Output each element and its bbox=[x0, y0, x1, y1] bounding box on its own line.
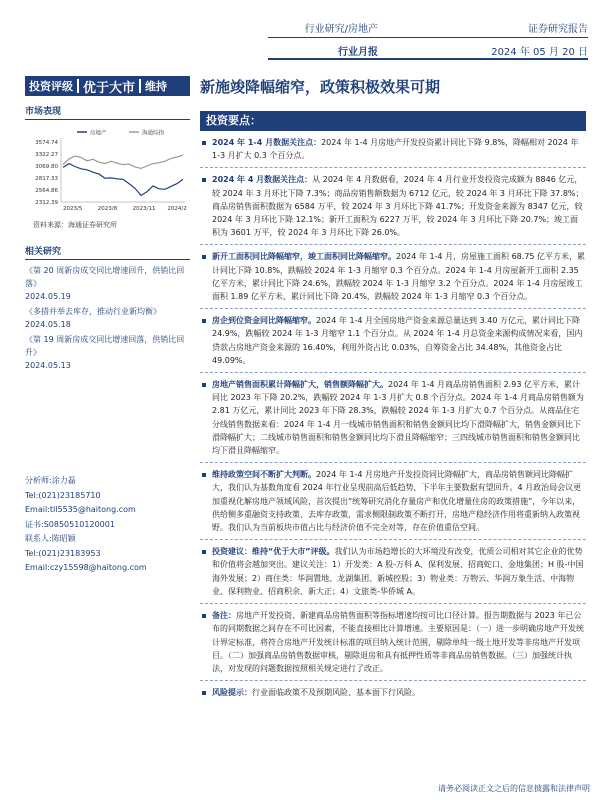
header-rule-bottom bbox=[268, 58, 588, 60]
key-point-body: 2024 年 1-4 月房地产开发投资累计同比下降 9.8%，降幅相对 2024 年 1-3 月扩大 0.3 个百分点。 bbox=[212, 138, 579, 161]
x-tick-label: 2023/8 bbox=[97, 206, 118, 212]
key-point-body: 行业面临政策不及预期风险、基本面下行风险。 bbox=[252, 688, 420, 698]
key-point-item bbox=[200, 244, 586, 308]
market-chart-svg bbox=[25, 124, 190, 214]
key-point-body: 从 2024 年 4 月数据看，2024 年 4 月行业开发投资完成额为 8846 亿元，较 2024 年 3 月环比下降 7.3%；商品房销售额数据为 6712 亿元，较 2024 年 3 月环比下降 37.8%；商品房销售面积数据为 6584 万平，较 2024 年 3 月环比下降 41.7%；开发资金来源为 8347 亿元，较 2024 年 3 月环比下降 12.1%；新开工面积为 6227 万平，较 2024 年 3 月环比下降 20.7%；竣工面积为 3601 万平，较 2024 年 3 月环比下降 26.0%。 bbox=[212, 175, 584, 238]
legend-label: 房地产 bbox=[90, 130, 107, 137]
key-point-item bbox=[200, 539, 586, 603]
key-points-title: 投资要点： bbox=[200, 111, 586, 131]
key-point-item bbox=[200, 131, 586, 167]
key-point-item bbox=[200, 603, 586, 680]
rating-bar bbox=[25, 76, 190, 96]
key-point-head: 备注： bbox=[212, 611, 236, 621]
header-rule-top bbox=[268, 37, 588, 38]
related-item-date: 2024.05.18 bbox=[25, 320, 71, 329]
chart-source: 资料来源：海通证券研究所 bbox=[33, 221, 117, 229]
key-point-body: 2024 年 1-4 月商品房销售面积 2.93 亿平方米，累计同比 2023 年下降 20.2%，跌幅较 2024 年 1-3 月扩大 0.8 个百分点。2024 年 1-4 月商品房销售额为 2.81 万亿元，累计同比 2023 年下降 28.3%，跌幅较 2024 年 1-3 月扩大 0.7 个百分点。从商品住宅分线销售数据来看：2024 年 1-4 月一线城市销售面积和销售金额同比均下滑降幅扩大，销售金额同比下滑降幅扩大；二线城市销售面积和销售金额同比均下滑且降幅缩窄；三四线城市销售面积和销售金额同比均下滑且降幅缩窄。 bbox=[212, 380, 584, 456]
key-point-head: 房地产销售面积累计降幅扩大，销售额降幅扩大。 bbox=[212, 380, 388, 390]
key-point-item bbox=[200, 680, 586, 704]
x-tick-label: 2023/5 bbox=[63, 206, 83, 212]
key-point-body: 2024 年 1-4 月，房屋施工面积 68.75 亿平方米，累计同比下降 10.8%，跌幅较 2024 年 1-3 月缩窄 0.3 个百分点。2024 年 1-4 月房屋新开工面积 2.35 亿平方米，累计同比下降 24.6%，跌幅较 2024 年 1-3 月缩窄 3.2 个百分点。2024 年 1-4 月房屋竣工面积 1.89 亿平方米，累计同比下降 20.4%，跌幅较 2024 年 1-3 月缩窄 0.3 个百分点。 bbox=[212, 252, 586, 302]
left-sidebar bbox=[25, 104, 190, 374]
key-point-head: 房企到位资金同比降幅缩窄。 bbox=[212, 316, 316, 326]
contact-name: 联系人:陈昭颖 bbox=[25, 534, 76, 543]
related-item-date: 2024.05.13 bbox=[25, 361, 71, 370]
key-point-head: 2024 年 4 月数据关注点： bbox=[212, 175, 313, 185]
main-content bbox=[200, 111, 586, 704]
related-item-date: 2024.05.19 bbox=[25, 292, 71, 301]
key-point-head: 风险提示： bbox=[212, 688, 252, 698]
related-list bbox=[25, 264, 190, 372]
contact-email[interactable]: Email:czy15598@haitong.com bbox=[25, 563, 147, 572]
key-point-item bbox=[200, 372, 586, 462]
market-chart bbox=[25, 124, 190, 214]
analyst-tel: Tel:(021)23185710 bbox=[25, 490, 101, 500]
key-point-head: 2024 年 1-4 月数据关注点： bbox=[212, 138, 322, 147]
header-center bbox=[268, 20, 378, 58]
x-tick-label: 2024/2 bbox=[167, 206, 187, 212]
header-date: 2024 年 05 月 20 日 bbox=[491, 47, 588, 58]
related-item-title[interactable]: 《第 20 周新房成交同比增速回升，供销比回落》 bbox=[25, 266, 185, 288]
y-tick-label: 3574.74 bbox=[35, 140, 58, 146]
key-points-list bbox=[200, 131, 586, 704]
report-header bbox=[0, 0, 600, 66]
y-tick-label: 2817.33 bbox=[35, 176, 58, 182]
related-section-title: 相关研究 bbox=[25, 244, 190, 260]
legend-label: 海通综指 bbox=[142, 130, 165, 137]
rating-value: 优于大市 bbox=[83, 80, 136, 96]
x-tick-label: 2023/11 bbox=[132, 206, 156, 212]
key-point-body: 我们认为市场趋增长的大环境没有改变，优质公司相对其它企业的优势和价值将会越加突出。建议关注：1）开发类：A 股-万科 A、保利发展、招商蛇口、金地集团；H 股-中国海外发展；2）商住类：华润置地、龙湖集团、新城控股；3）物业类：万物云、华润万象生活、中海物业、保利物业、招商积余、新大正；4）文旅类-华侨城 A。 bbox=[212, 547, 584, 596]
key-point-body: 房地产开发投资、新建商品房销售面积等指标增速均按可比口径计算。报告期数据与 2023 年已公布的同期数据之间存在不可比因素，不能直接相比计算增速。主要原因是：（一）进一步明确房地产开发统计界定标准，将符合房地产开发统计标准的项目纳入统计范围，剔除单纯一级土地开发等非房地产开发项目。（二）加强商品房销售数据审核，剔除退房和具有抵押性质等非商品房销售数据。（三）加强统计执法，对发现的问题数据按照相关规定进行了改正。 bbox=[212, 611, 584, 673]
related-item-title[interactable]: 《多措并举去库存，推动行业新均衡》 bbox=[25, 307, 161, 316]
key-point-item bbox=[200, 462, 586, 539]
analyst-license: 证书:S0850510120001 bbox=[25, 519, 115, 529]
series-line bbox=[63, 164, 183, 196]
analyst-name: 分析师:涂力磊 bbox=[25, 476, 76, 485]
y-tick-label: 3069.80 bbox=[35, 164, 58, 170]
y-tick-label: 2564.86 bbox=[35, 188, 58, 194]
key-point-body: 2024 年 1-4 月房地产开发投资同比降幅扩大，商品房销售额同比降幅扩大，我们认为基数角度看 2024 年行业呈现前高后低趋势，下半年主要数据有望回升。4 月政治局会议更加重视化解房地产领域风险，首次提出“统筹研究消化存量房产和优化增量住房的政策措施”，今年以来，供给侧多重融资支持政策、去库存政策，需求侧限制政策不断打开，房地产稳经济作用将重新纳入政策视野。我们认为当前板块市值占比与经济价值不完全对等，存在价值重估空间。 bbox=[212, 470, 582, 533]
key-point-item bbox=[200, 167, 586, 244]
report-title: 新施竣降幅缩窄，政策积极效果可期 bbox=[200, 78, 441, 96]
y-tick-label: 3322.27 bbox=[35, 152, 58, 158]
contact-tel: Tel:(021)23183953 bbox=[25, 548, 101, 558]
analyst-block bbox=[25, 474, 190, 576]
key-point-head: 投资建议：维持“优于大市”评级。 bbox=[212, 547, 335, 557]
header-report-type: 行业月报 bbox=[338, 47, 378, 58]
y-tick-label: 2312.39 bbox=[35, 200, 58, 206]
series-line bbox=[63, 155, 183, 168]
key-point-head: 维持政策空间不断扩大判断。 bbox=[212, 470, 316, 480]
header-category: 行业研究/房地产 bbox=[304, 24, 378, 35]
analyst-email[interactable]: Email:tll5535@haitong.com bbox=[25, 505, 136, 514]
key-point-item bbox=[200, 308, 586, 372]
market-section-title: 市场表现 bbox=[25, 104, 190, 120]
rating-label: 投资评级 bbox=[29, 80, 73, 93]
header-report-label: 证券研究报告 bbox=[528, 24, 588, 35]
key-point-head: 新开工面积同比降幅缩窄，竣工面积同比降幅缩窄。 bbox=[212, 252, 396, 262]
rating-action: 维持 bbox=[145, 80, 168, 93]
header-right bbox=[491, 20, 588, 58]
related-item-title[interactable]: 《第 19 周新房成交同比增速回落，供销比回升》 bbox=[25, 335, 185, 357]
key-point-body: 2024 年 1-4 月全国房地产资金来源总量达到 3.40 万亿元，累计同比下降 24.9%，跌幅较 2024 年 1-3 月缩窄 1.1 个百分点。从 2024 年 1-4 月总资金来源构成情况来看，国内贷款占房地产资金来源的 16.40%，利用外资占比 0.03%，自筹资金占比 34.48%，其他资金占比 49.09%。 bbox=[212, 316, 583, 365]
footer-disclaimer: 请务必阅读正文之后的信息披露和法律声明 bbox=[438, 784, 590, 793]
